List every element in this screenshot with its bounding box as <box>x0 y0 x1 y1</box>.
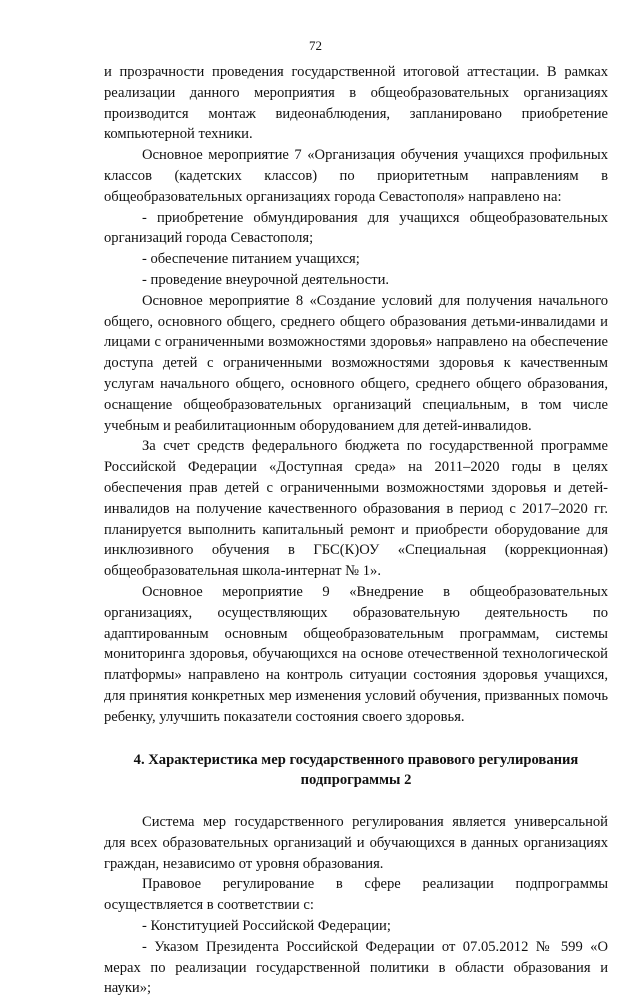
list-item: - обеспечение питанием учащихся; <box>142 251 360 268</box>
paragraph: Система мер государственного регулирования является универсальной для всех образовательных организаций и обучающихся в данных организациях граждан, независимо от уровня образования. <box>104 814 608 872</box>
document-body <box>104 62 608 999</box>
paragraph: Правовое регулирование в сфере реализации подпрограммы осуществляется в соответствии с: <box>104 876 608 914</box>
paragraph: и прозрачности проведения государственной итоговой аттестации. В рамках реализации данного мероприятия в общеобразовательных организациях производится монтаж видеонаблюдения, запланировано приобретение компьютерной техники. <box>104 64 608 143</box>
list-item: - Конституцией Российской Федерации; <box>142 918 391 935</box>
section-heading-line: подпрограммы 2 <box>300 772 412 789</box>
section-heading <box>104 750 608 792</box>
paragraph: За счет средств федерального бюджета по государственной программе Российской Федерации «Доступная среда» на 2011–2020 годы в целях обеспечения прав детей с ограниченными возможностями здоровья и детей-инвалидов на получение качественного образования в период с 2017–2020 гг. планируется выполнить капитальный ремонт и приобрести оборудование для инклюзивного обучения в ГБС(К)ОУ «Специальная (коррекционная) общеобразовательная школа-интернат № 1». <box>104 438 608 580</box>
list-item: - приобретение обмундирования для учащихся общеобразовательных организаций города Севастополя; <box>104 209 608 247</box>
paragraph: Основное мероприятие 8 «Создание условий для получения начального общего, основного общего, среднего общего образования детьми-инвалидами и лицами с ограниченными возможностями здоровья» направлено на обеспечение доступа детей с ограниченными возможностями здоровья к качественным услугам начального общего, основного общего, среднего общего образования, оснащение общеобразовательных организаций специальным, в том числе учебным и реабилитационным оборудованием для детей-инвалидов. <box>104 292 608 434</box>
list-item: - проведение внеурочной деятельности. <box>142 271 390 288</box>
page-number: 72 <box>309 38 322 53</box>
paragraph: Основное мероприятие 7 «Организация обучения учащихся профильных классов (кадетских классов) по приоритетным направлениям в общеобразовательных организациях города Севастополя» направлено на: <box>104 147 608 205</box>
list-item: - Указом Президента Российской Федерации от 07.05.2012 № 599 «О мерах по реализации государственной политики в области образования и науки»; <box>104 938 608 997</box>
section-heading-line: 4. Характеристика мер государственного правового регулирования <box>133 751 579 768</box>
paragraph: Основное мероприятие 9 «Внедрение в общеобразовательных организациях, осуществляющих образовательную деятельность по адаптированным основным общеобразовательным программам, системы мониторинга здоровья, обучающихся на основе отечественной технологической платформы» направлено на контроль ситуации состояния здоровья учащихся, для принятия конкретных мер изменения условий обучения, призванных помочь ребенку, улучшить показатели состояния своего здоровья. <box>104 583 608 725</box>
